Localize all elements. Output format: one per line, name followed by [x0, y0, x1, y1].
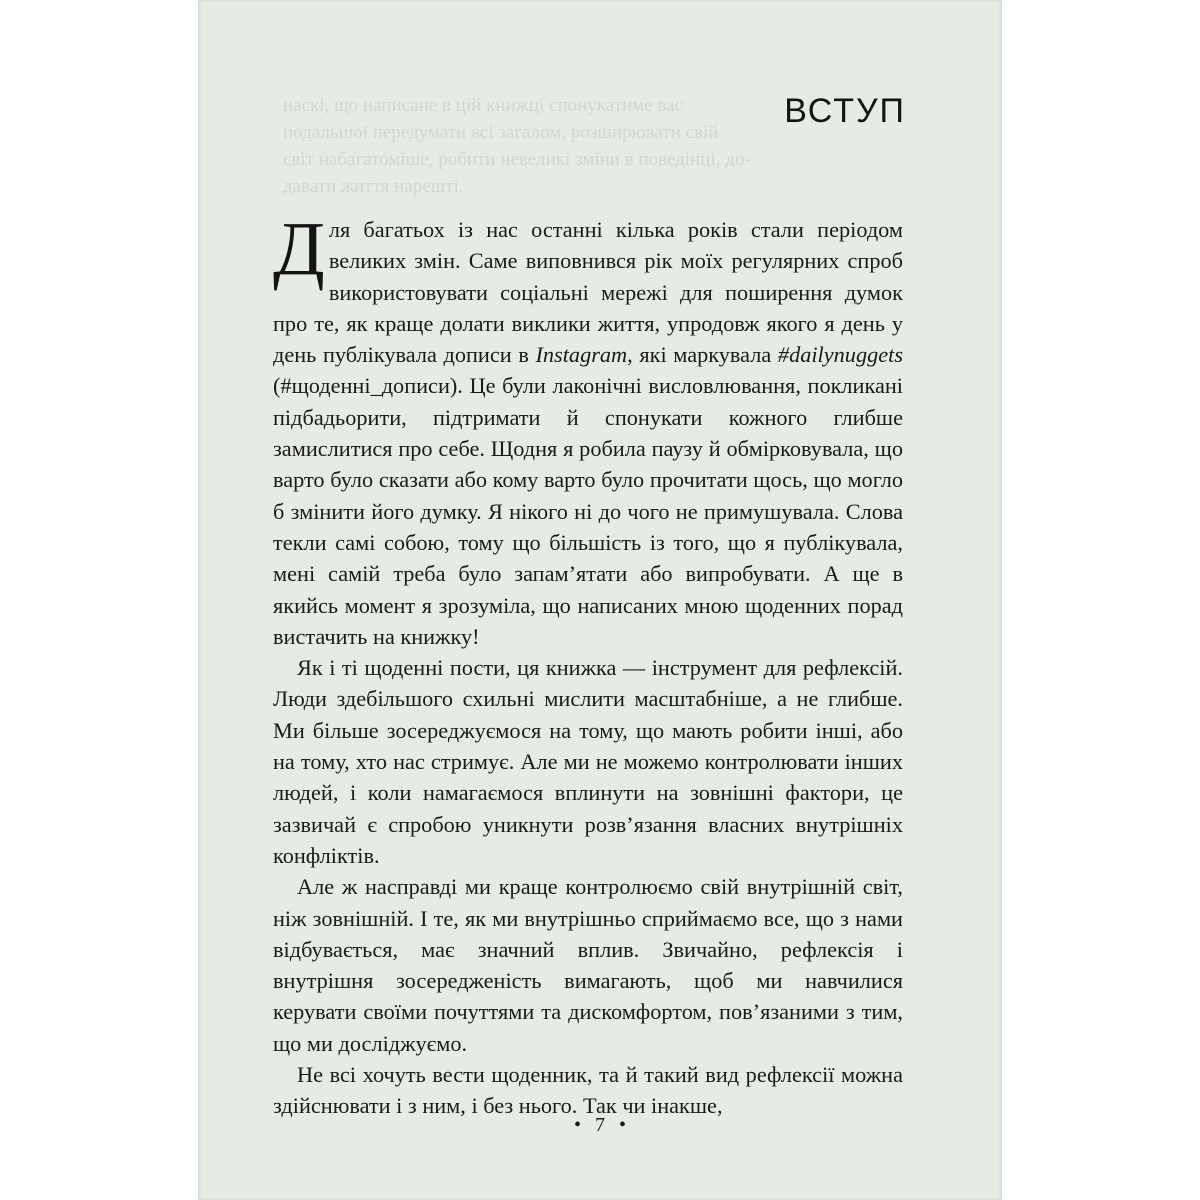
page-number-footer: [198, 1114, 1002, 1137]
paragraph: Як і ті щоденні пости, ця книжка — інструмент для рефлексій. Люди здебільшого схильні мислити масштабніше, а не глибше. Ми більше зосереджуємося на тому, що мають робити інші, або на тому, хто нас стримує. Але ми не можемо контролювати інших людей, і коли намагаємося вплинути на зовнішні фактори, це зазвичай є спробою уникнути розв’язання власних внутрішніх конфліктів.: [273, 655, 903, 868]
drop-cap: Д: [273, 207, 325, 291]
folio-dot-left: •: [573, 1114, 581, 1136]
body-text: [273, 207, 904, 1122]
show-through-line: наскі, що написане в цій книжці спонукатиме вас: [283, 95, 683, 116]
book-page: [198, 0, 1002, 1200]
show-through-line: давати життя нарешті.: [283, 176, 464, 197]
chapter-title: ВСТУП: [784, 92, 906, 130]
paragraph: ля багатьох із нас останні кілька років стали періодом великих змін. Саме виповнився рік моїх регулярних спроб використовувати соціальні мережі для поширення думок про те, як краще долати виклики життя, упродовж якого я день у день публікувала дописи в Instagram, які маркувала #dailynuggets (#щоденні_дописи). Це були лаконічні висловлювання, покликані підбадьорити, підтримати й спонукати кожного глибше замислитися про себе. Щодня я робила паузу й обмірковувала, що варто було сказати або кому варто було прочитати щось, що могло б змінити його думку. Я нікого ні до чого не примушувала. Слова текли самі собою, тому що більшість із того, що я публікувала, мені самій треба було запам’ятати або випробувати. А ще в якийсь момент я зрозуміла, що написаних мною щоденних порад вистачить на книжку!: [273, 217, 904, 649]
paragraph: Але ж насправді ми краще контролюємо свій внутрішній світ, ніж зовнішній. І те, як ми внутрішньо сприймаємо все, що з нами відбувається, має значний вплив. Звичайно, рефлексія і внутрішня зосередженість вимагають, щоб ми навчилися керувати своїми почуттями та дискомфортом, пов’язаними з тим, що ми досліджуємо.: [273, 874, 903, 1056]
paragraph: Не всі хочуть вести щоденник, та й такий вид рефлексії можна здійснювати і з ним, і без нього. Так чи інакше,: [273, 1062, 903, 1119]
show-through-line: світ набагатоміше, робити невеликі зміни в поведінці, до-: [283, 149, 751, 170]
show-through-line: подальшої передумати всі загалом, розширювати свій: [283, 122, 719, 143]
page-number: 7: [595, 1114, 605, 1136]
folio-dot-right: •: [619, 1114, 627, 1136]
